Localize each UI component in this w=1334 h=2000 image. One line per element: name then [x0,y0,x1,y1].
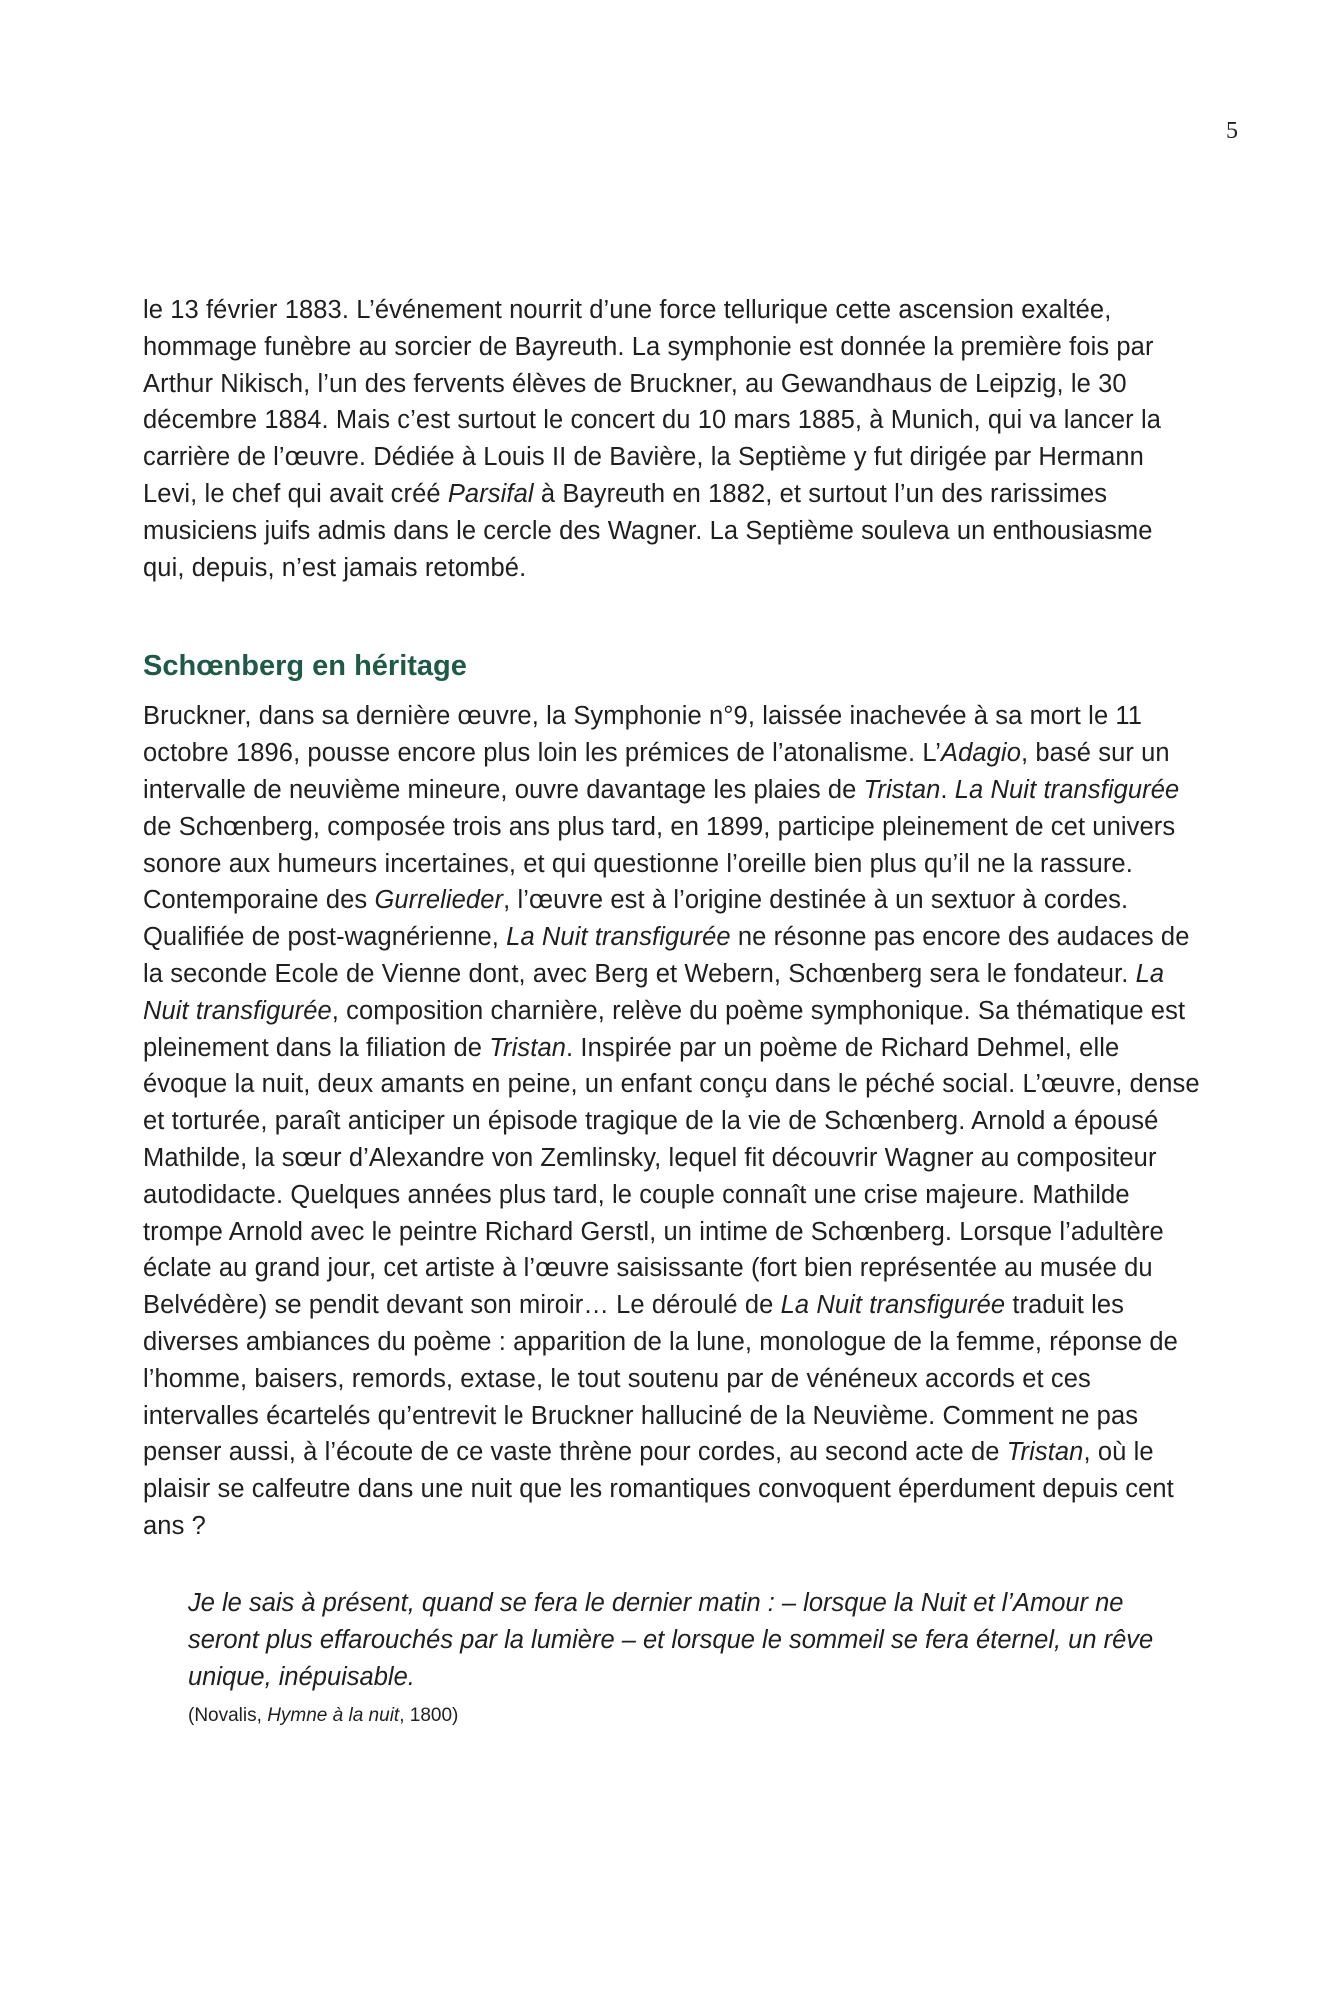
section-paragraph: Bruckner, dans sa dernière œuvre, la Symphonie n°9, laissée inachevée à sa mort le 11 octobre 1896, pousse encore plus loin les prémices de l’atonalisme. L’Adagio, basé sur un intervalle de neuvième mineure, ouvre davantage les plaies de Tristan. La Nuit transfigurée de Schœnberg, composée trois ans plus tard, en 1899, participe pleinement de cet univers sonore aux humeurs incertaines, et qui questionne l’oreille bien plus qu’il ne la rassure. Contemporaine des Gurrelieder, l’œuvre est à l’origine destinée à un sextuor à cordes. Qualifiée de post-wagnérienne, La Nuit transfigurée ne résonne pas encore des audaces de la seconde Ecole de Vienne dont, avec Berg et Webern, Schœnberg sera le fondateur. La Nuit transfigurée, composition charnière, relève du poème symphonique. Sa thématique est pleinement dans la filiation de Tristan. Inspirée par un poème de Richard Dehmel, elle évoque la nuit, deux amants en peine, un enfant conçu dans le péché social. L’œuvre, dense et torturée, paraît anticiper un épisode tragique de la vie de Schœnberg. Arnold a épousé Mathilde, la sœur d’Alexandre von Zemlinsky, lequel fit découvrir Wagner au compositeur autodidacte. Quelques années plus tard, le couple connaît une crise majeure. Mathilde trompe Arnold avec le peintre Richard Gerstl, un intime de Schœnberg. Lorsque l’adultère éclate au grand jour, cet artiste à l’œuvre saisissante (fort bien représentée au musée du Belvédère) se pendit devant son miroir… Le déroulé de La Nuit transfigurée traduit les diverses ambiances du poème : apparition de la lune, monologue de la femme, réponse de l’homme, baisers, remords, extase, le tout soutenu par de vénéneux accords et ces intervalles écartelés qu’entrevit le Bruckner halluciné de la Neuvième. Comment ne pas penser aussi, à l’écoute de ce vaste thrène pour cordes, au second acte de Tristan, où le plaisir se calfeutre dans une nuit que les romantiques convoquent éperdument depuis cent ans ? [143,702,1200,1540]
article-body [143,292,1201,1730]
epigraph-quote [188,1585,1188,1730]
intro-paragraph: le 13 février 1883. L’événement nourrit d’une force tellurique cette ascension exaltée, hommage funèbre au sorcier de Bayreuth. La symphonie est donnée la première fois par Arthur Nikisch, l’un des fervents élèves de Bruckner, au Gewandhaus de Leipzig, le 30 décembre 1884. Mais c’est surtout le concert du 10 mars 1885, à Munich, qui va lancer la carrière de l’œuvre. Dédiée à Louis II de Bavière, la Septième y fut dirigée par Hermann Levi, le chef qui avait créé Parsifal à Bayreuth en 1882, et surtout l’un des rarissimes musiciens juifs admis dans le cercle des Wagner. La Septième souleva un enthousiasme qui, depuis, n’est jamais retombé. [143,296,1161,582]
page-number: 5 [1226,118,1238,144]
quote-source: (Novalis, Hymne à la nuit, 1800) [188,1704,459,1726]
section-heading: Schœnberg en héritage [143,650,467,683]
quote-text: Je le sais à présent, quand se fera le dernier matin : – lorsque la Nuit et l’Amour ne seront plus effarouchés par la lumière – et lorsque le sommeil se fera éternel, un rêve unique, inépuisable. [188,1588,1154,1691]
